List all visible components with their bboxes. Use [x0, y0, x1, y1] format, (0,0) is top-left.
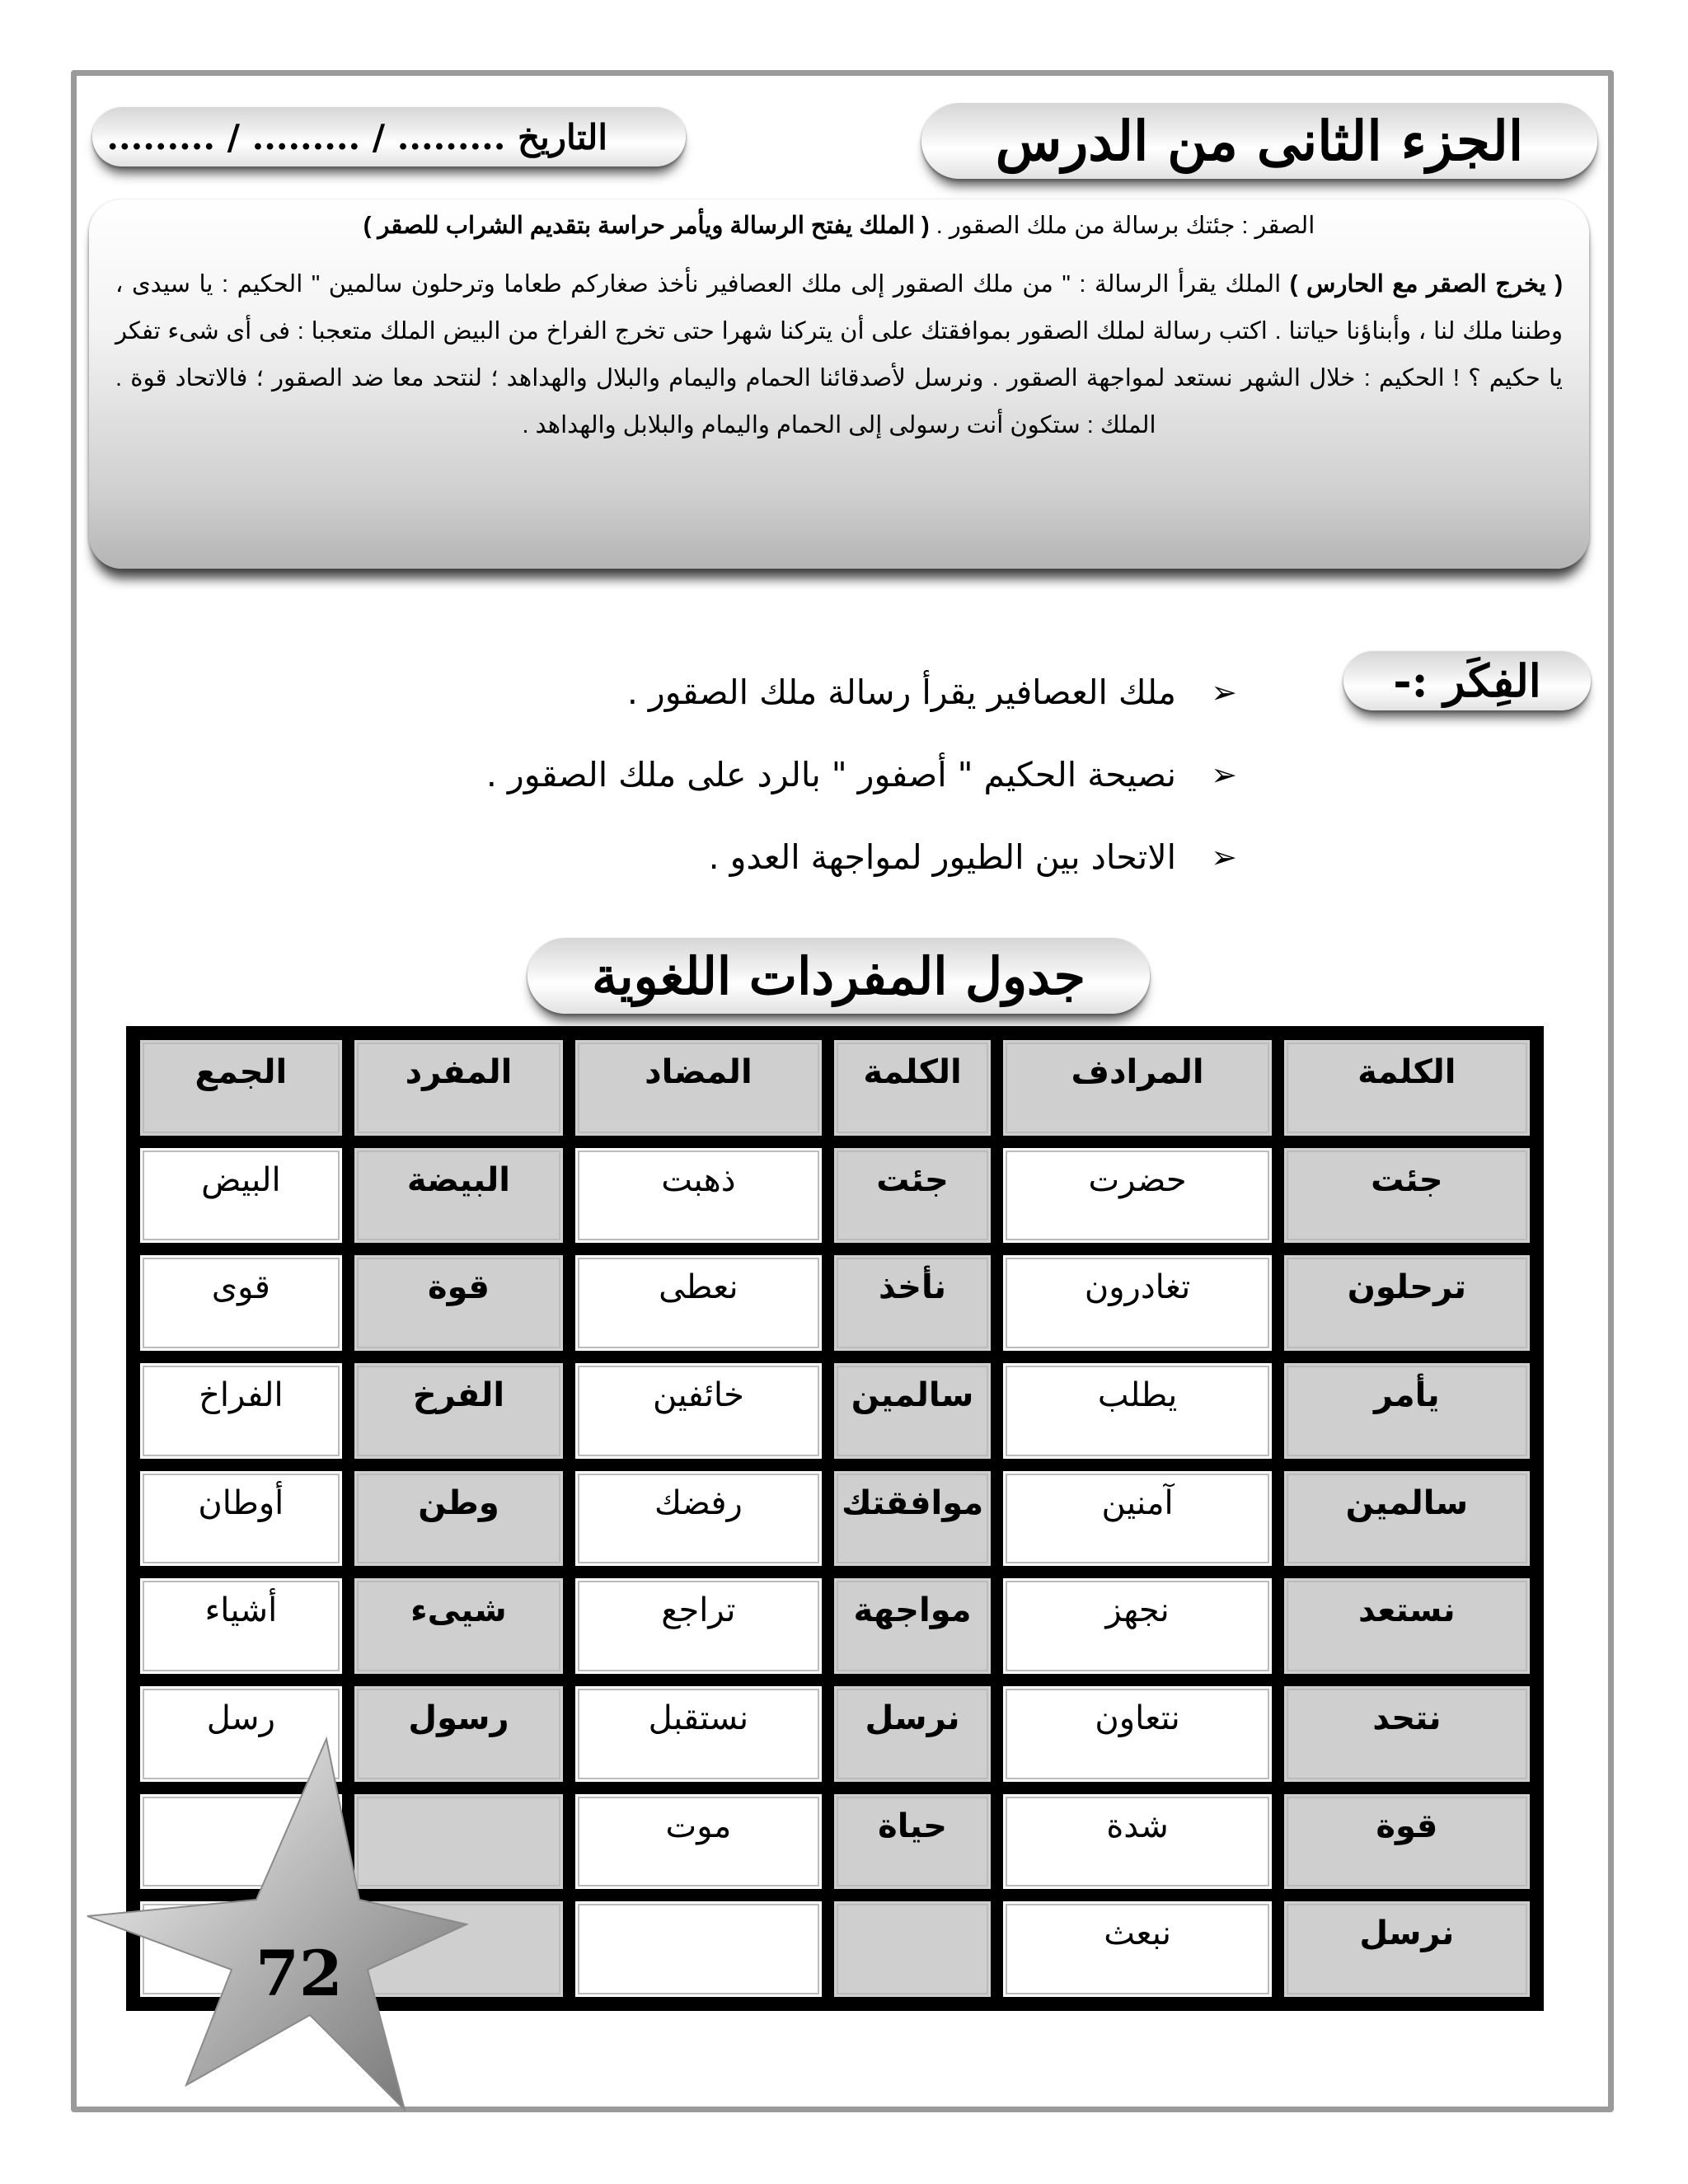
arrow-bullet-icon: ➢: [1211, 674, 1237, 710]
table-row: [138, 1146, 1532, 1246]
table-cell: قوى: [138, 1253, 345, 1353]
table-cell: [832, 1899, 994, 1999]
table-cell: رسول: [352, 1684, 566, 1784]
table-cell: أوطان: [138, 1469, 345, 1569]
table-cell: رسل: [138, 1684, 345, 1784]
table-cell: حضرت: [1001, 1146, 1273, 1246]
table-row: [138, 1576, 1532, 1676]
table-cell: البيض: [138, 1146, 345, 1246]
table-cell: خائفين: [573, 1361, 823, 1461]
vocab-heading: جدول المفردات اللغوية: [592, 945, 1085, 1006]
column-header: المرادف: [1001, 1038, 1273, 1138]
table-cell: سالمين: [1282, 1469, 1532, 1569]
table-cell: آمنين: [1001, 1469, 1273, 1569]
table-cell: نستقبل: [573, 1684, 823, 1784]
table-cell: الفراخ: [138, 1361, 345, 1461]
idea-item: [332, 733, 1239, 816]
idea-item: [332, 816, 1239, 898]
table-header-row: [138, 1038, 1532, 1138]
star-decoration-icon: [79, 1722, 475, 2118]
table-row: [138, 1253, 1532, 1353]
table-cell: نرسل: [832, 1684, 994, 1784]
idea-text: ملك العصافير يقرأ رسالة ملك الصقور .: [626, 673, 1176, 712]
table-cell: نجهز: [1001, 1576, 1273, 1676]
table-cell: شدة: [1001, 1792, 1273, 1892]
story-para-text: الملك يقرأ الرسالة : " من ملك الصقور إلى ملك العصافير نأخذ صغاركم طعاما وترحلون سالمين " الحكيم : يا سيدى ، وطننا ملك لنا ، وأبناؤنا حياتنا . اكتب رسالة لملك الصقور بموافقتك على أن يتركنا شهرا حتى تخرج الفراخ من البيض الملك متعجبا : فى أى شىء تفكر يا حكيم ؟ ! الحكيم : خلال الشهر نستعد لمواجهة الصقور . ونرسل لأصدقائنا الحمام واليمام والبلال والهداهد ؛ لنتحد معا ضد الصقور ؛ فالاتحاد قوة . الملك : ستكون أنت رسولى إلى الحمام واليمام والبلابل والهداهد .: [115, 271, 1563, 438]
story-line1-plain: الصقر : جئتك برسالة من ملك الصقور .: [935, 213, 1315, 239]
table-cell: قوة: [1282, 1792, 1532, 1892]
idea-text: الاتحاد بين الطيور لمواجهة العدو .: [708, 837, 1176, 877]
lesson-title: الجزء الثانى من الدرس: [995, 109, 1524, 173]
table-cell: رفضك: [573, 1469, 823, 1569]
column-header: المضاد: [573, 1038, 823, 1138]
table-cell: نرسل: [1282, 1899, 1532, 1999]
arrow-bullet-icon: ➢: [1211, 757, 1237, 793]
table-cell: أشياء: [138, 1576, 345, 1676]
table-cell: موت: [573, 1792, 823, 1892]
idea-item: [332, 651, 1239, 733]
date-label: التاريخ ......... / ......... / .........: [106, 116, 607, 157]
table-row: [138, 1361, 1532, 1461]
table-cell: يأمر: [1282, 1361, 1532, 1461]
table-cell: ترحلون: [1282, 1253, 1532, 1353]
table-cell: تراجع: [573, 1576, 823, 1676]
column-header: المفرد: [352, 1038, 566, 1138]
story-box: [89, 199, 1589, 569]
table-row: [138, 1469, 1532, 1569]
vocab-heading-banner: [528, 938, 1150, 1014]
ideas-heading-banner: [1343, 651, 1591, 710]
idea-text: نصيحة الحكيم " أصفور " بالرد على ملك الصقور .: [485, 755, 1176, 794]
column-header: الكلمة: [832, 1038, 994, 1138]
table-cell: نعطى: [573, 1253, 823, 1353]
story-paragraph: [115, 261, 1563, 449]
table-cell: يطلب: [1001, 1361, 1273, 1461]
table-cell: جئت: [832, 1146, 994, 1246]
column-header: الكلمة: [1282, 1038, 1532, 1138]
page-number: 72: [256, 1937, 343, 2010]
table-cell: تغادرون: [1001, 1253, 1273, 1353]
table-cell: نأخذ: [832, 1253, 994, 1353]
table-cell: قوة: [352, 1253, 566, 1353]
table-cell: وطن: [352, 1469, 566, 1569]
table-cell: ذهبت: [573, 1146, 823, 1246]
table-cell: شيىء: [352, 1576, 566, 1676]
table-cell: نتحد: [1282, 1684, 1532, 1784]
ideas-heading: الفِكَر :-: [1393, 654, 1541, 707]
table-cell: البيضة: [352, 1146, 566, 1246]
story-first-line: [115, 203, 1563, 250]
date-banner: [92, 107, 686, 166]
table-cell: موافقتك: [832, 1469, 994, 1569]
table-cell: الفرخ: [352, 1361, 566, 1461]
table-cell: نبعث: [1001, 1899, 1273, 1999]
ideas-list: [332, 651, 1239, 898]
table-cell: [573, 1899, 823, 1999]
story-line1-bold: ( الملك يفتح الرسالة ويأمر حراسة بتقديم الشراب للصقر ): [363, 213, 930, 239]
table-cell: مواجهة: [832, 1576, 994, 1676]
table-cell: حياة: [832, 1792, 994, 1892]
lesson-title-banner: [921, 103, 1597, 179]
arrow-bullet-icon: ➢: [1211, 839, 1237, 875]
table-cell: نتعاون: [1001, 1684, 1273, 1784]
table-cell: نستعد: [1282, 1576, 1532, 1676]
table-cell: سالمين: [832, 1361, 994, 1461]
table-cell: جئت: [1282, 1146, 1532, 1246]
column-header: الجمع: [138, 1038, 345, 1138]
story-para-bold: ( يخرج الصقر مع الحارس ): [1289, 271, 1563, 298]
